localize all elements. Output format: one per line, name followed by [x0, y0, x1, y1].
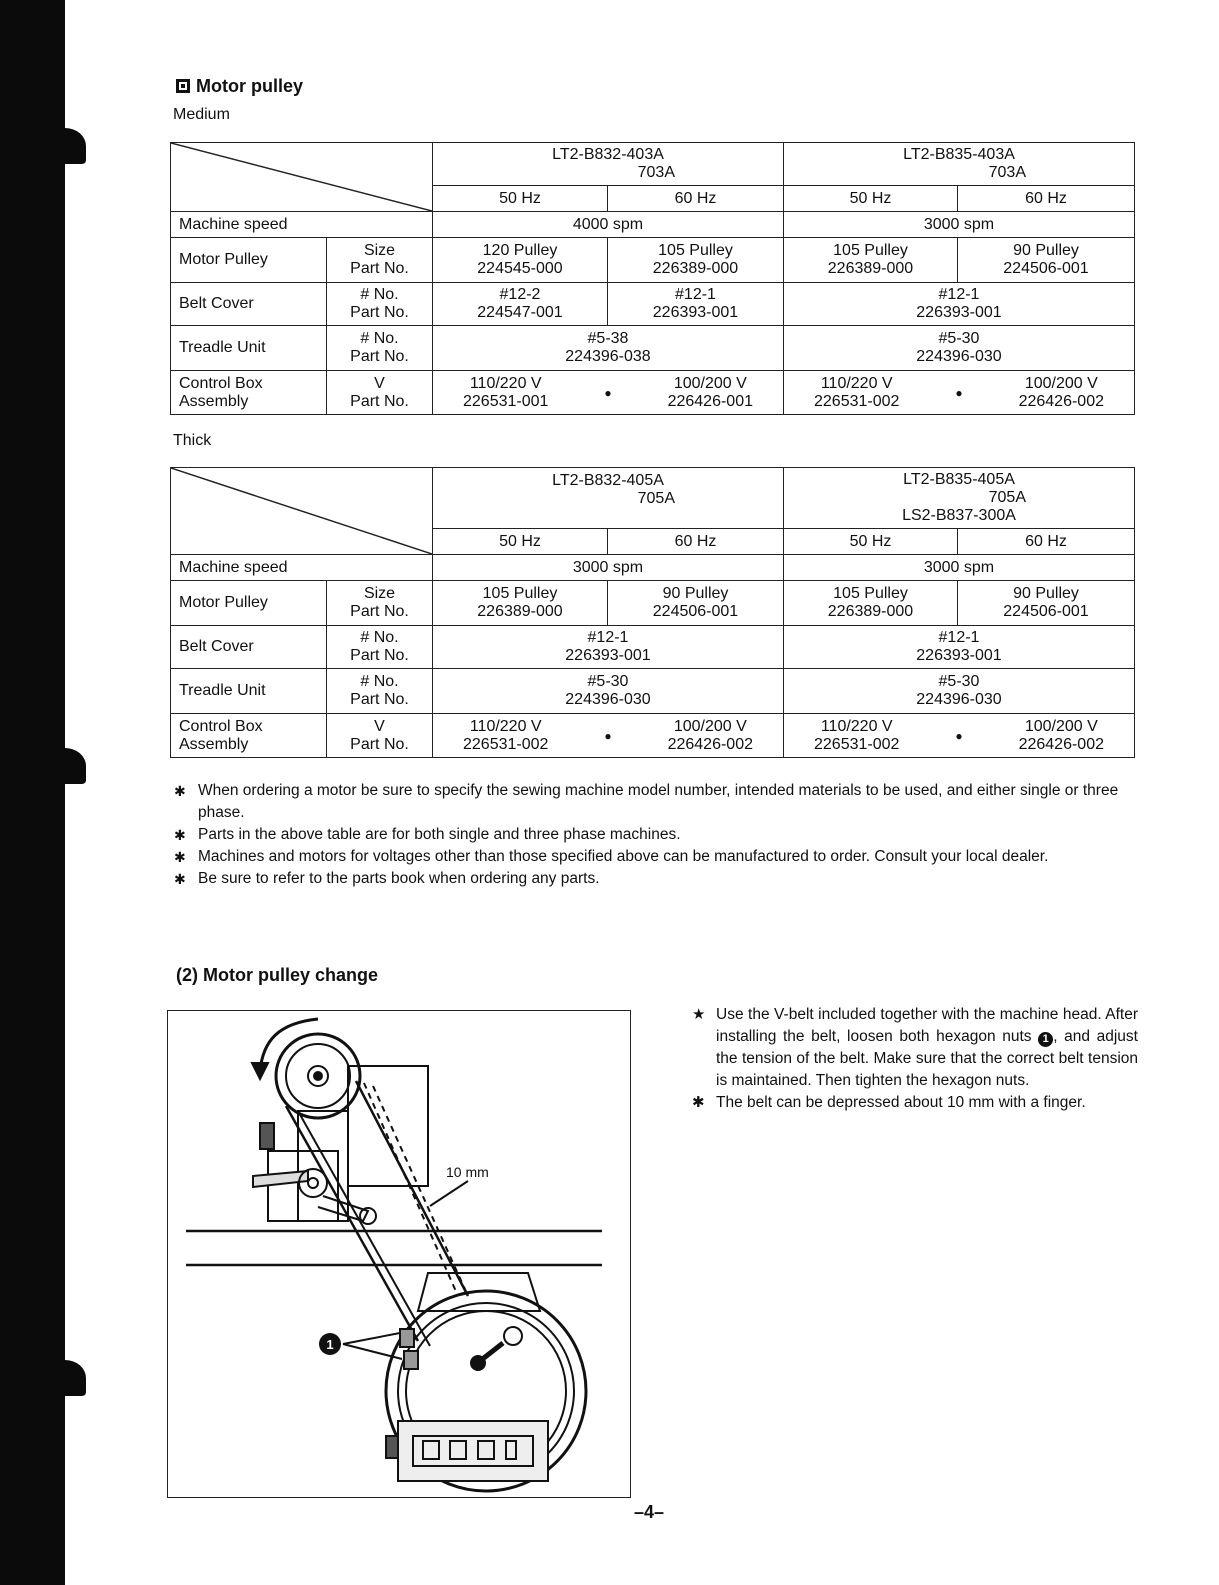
speed-cell: 3000 spm — [784, 555, 1135, 581]
bullet-dot-icon: ● — [955, 728, 963, 743]
pulley-cell: 105 Pulley 226389-000 — [784, 238, 958, 283]
row-sublabel: # No. Part No. — [327, 669, 433, 714]
bullet-dot-icon: ● — [604, 385, 612, 400]
asterisk-icon: ✱ — [174, 849, 186, 865]
treadle-cell: #5-38 224396-038 — [433, 326, 784, 371]
bullet-dot-icon: ● — [955, 385, 963, 400]
control-box-cell: 110/220 V 226531-002 ● 100/200 V 226426-002 — [784, 714, 1135, 758]
treadle-cell: #5-30 224396-030 — [784, 669, 1135, 714]
row-label: Machine speed — [171, 212, 433, 238]
freq-cell: 60 Hz — [608, 186, 784, 212]
corner-cell — [171, 143, 433, 212]
binding-hole — [44, 1360, 86, 1396]
note-item: ✱ Parts in the above table are for both single and three phase machines. — [170, 824, 1130, 846]
speed-cell: 3000 spm — [433, 555, 784, 581]
pulley-illustration — [168, 1011, 630, 1497]
motor-pulley-figure — [167, 1010, 631, 1498]
row-label: Machine speed — [171, 555, 433, 581]
row-label: Treadle Unit — [171, 326, 327, 371]
belt-cover-cell: #12-1 226393-001 — [784, 283, 1135, 326]
binding-hole — [44, 128, 86, 164]
notes-list — [170, 780, 1130, 890]
freq-cell: 50 Hz — [784, 529, 958, 555]
callout-number: 1 — [326, 1337, 334, 1352]
note-item: ✱ When ordering a motor be sure to specify the sewing machine model number, intended materials to be used, and either single or three phase. — [174, 782, 1119, 821]
medium-label: Medium — [173, 106, 230, 123]
asterisk-icon: ✱ — [174, 871, 186, 887]
note-item: ✱ Be sure to refer to the parts book when ordering any parts. — [170, 868, 1130, 890]
model-header-b: LT2-B835-403A 703A — [784, 143, 1135, 186]
speed-cell: 4000 spm — [433, 212, 784, 238]
belt-cover-cell: #12-1 226393-001 — [433, 626, 784, 669]
star-icon: ★ — [692, 1006, 706, 1023]
row-sublabel: Size Part No. — [327, 238, 433, 283]
row-label: Belt Cover — [171, 283, 327, 326]
thick-table — [170, 467, 1135, 758]
section-title: Motor pulley — [176, 76, 303, 97]
pulley-cell: 90 Pulley 224506-001 — [958, 238, 1135, 283]
square-bullet-icon — [176, 79, 190, 93]
row-label: Motor Pulley — [171, 581, 327, 626]
freq-cell: 50 Hz — [784, 186, 958, 212]
asterisk-icon: ✱ — [174, 783, 186, 799]
asterisk-icon: ✱ — [174, 827, 186, 843]
model-header-a: LT2-B832-405A 705A — [433, 468, 784, 529]
row-label: Treadle Unit — [171, 669, 327, 714]
subsection-heading: (2) Motor pulley change — [176, 965, 379, 985]
freq-cell: 60 Hz — [958, 529, 1135, 555]
control-box-cell: 110/220 V 226531-002 ● 100/200 V 226426-002 — [433, 714, 784, 758]
bullet-dot-icon: ● — [604, 728, 612, 743]
row-label: Control Box Assembly — [171, 371, 327, 415]
page-number: –4– — [634, 1502, 665, 1522]
row-sublabel: V Part No. — [327, 371, 433, 415]
freq-cell: 50 Hz — [433, 529, 608, 555]
binding-strip — [0, 0, 65, 1585]
medium-table — [170, 142, 1135, 415]
treadle-cell: #5-30 224396-030 — [433, 669, 784, 714]
row-label: Control Box Assembly — [171, 714, 327, 758]
pulley-cell: 105 Pulley 226389-000 — [608, 238, 784, 283]
row-sublabel: # No. Part No. — [327, 626, 433, 669]
binding-hole — [44, 748, 86, 784]
control-box-cell: 110/220 V 226531-002 ● 100/200 V 226426-002 — [784, 371, 1135, 415]
corner-cell — [171, 468, 433, 555]
belt-cover-cell: #12-2 224547-001 — [433, 283, 608, 326]
row-sublabel: Size Part No. — [327, 581, 433, 626]
speed-cell: 3000 spm — [784, 212, 1135, 238]
pulley-cell: 120 Pulley 224545-000 — [433, 238, 608, 283]
control-box-cell: 110/220 V 226531-001 ● 100/200 V 226426-001 — [433, 371, 784, 415]
row-label: Motor Pulley — [171, 238, 327, 283]
pulley-cell: 105 Pulley 226389-000 — [784, 581, 958, 626]
instruction-item: ✱ The belt can be depressed about 10 mm with a finger. — [692, 1092, 1138, 1114]
belt-cover-cell: #12-1 226393-001 — [608, 283, 784, 326]
model-header-b: LT2-B835-405A 705A LS2-B837-300A — [784, 468, 1135, 529]
dimension-label: 10 mm — [446, 1164, 489, 1180]
row-sublabel: # No. Part No. — [327, 326, 433, 371]
note-item: ✱ Machines and motors for voltages other than those specified above can be manufactured to order. Consult your local dealer. — [170, 846, 1130, 868]
instruction-list — [692, 1004, 1138, 1114]
model-header-a: LT2-B832-403A 703A — [433, 143, 784, 186]
freq-cell: 60 Hz — [608, 529, 784, 555]
row-sublabel: # No. Part No. — [327, 283, 433, 326]
treadle-cell: #5-30 224396-030 — [784, 326, 1135, 371]
pulley-cell: 90 Pulley 224506-001 — [958, 581, 1135, 626]
freq-cell: 50 Hz — [433, 186, 608, 212]
pulley-cell: 90 Pulley 224506-001 — [608, 581, 784, 626]
row-label: Belt Cover — [171, 626, 327, 669]
thick-label: Thick — [173, 432, 212, 449]
pulley-cell: 105 Pulley 226389-000 — [433, 581, 608, 626]
callout-circle-icon: 1 — [1038, 1032, 1053, 1047]
instruction-item: ★ Use the V-belt included together with the machine head. After installing the belt, loosen both hexagon nuts 1 , and adjust the tension of the belt. Make sure that the correct belt tension is maintained. Then tighten the hexagon nuts. — [692, 1006, 1138, 1089]
belt-cover-cell: #12-1 226393-001 — [784, 626, 1135, 669]
row-sublabel: V Part No. — [327, 714, 433, 758]
asterisk-icon: ✱ — [692, 1094, 705, 1111]
freq-cell: 60 Hz — [958, 186, 1135, 212]
